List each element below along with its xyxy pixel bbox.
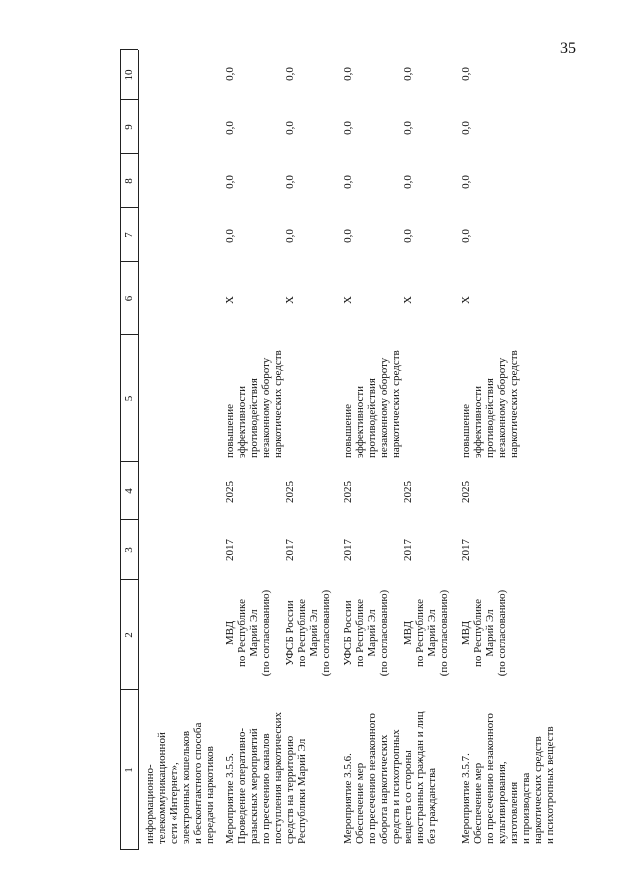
- continuation-text: [144, 694, 216, 844]
- text-line: и психотропных веществ: [544, 726, 556, 844]
- text-line: разыскных мероприятий: [248, 728, 260, 844]
- text-line: по Республике: [354, 598, 366, 668]
- text-line: Марий Эл: [308, 609, 320, 657]
- program-table: [120, 50, 640, 850]
- value-c8: 0,0: [402, 175, 414, 189]
- value-c10: 0,0: [224, 67, 236, 81]
- text-line: электронных кошельков: [180, 730, 192, 844]
- text-line: противодействия: [248, 378, 260, 458]
- start-year: 2017: [402, 539, 414, 561]
- text-line: по пресечению каналов: [260, 733, 272, 844]
- text-line: по Республике: [236, 598, 248, 668]
- start-year: 2017: [342, 539, 354, 561]
- value-c7: 0,0: [460, 229, 472, 243]
- text-line: оборота наркотических: [378, 734, 390, 844]
- text-line: противодействия: [366, 378, 378, 458]
- value-c8: 0,0: [284, 175, 296, 189]
- value-c10: 0,0: [284, 67, 296, 81]
- text-line: иностранных граждан и лиц: [414, 711, 426, 844]
- value-c9: 0,0: [460, 121, 472, 135]
- value-c9: 0,0: [224, 121, 236, 135]
- start-year: 2017: [224, 539, 236, 561]
- end-year: 2025: [402, 481, 414, 503]
- text-line: эффективности: [354, 385, 366, 458]
- text-line: без гражданства: [426, 767, 438, 844]
- column-number-2: 2: [123, 632, 135, 638]
- text-line: незаконному обороту: [378, 357, 390, 458]
- column-number-4: 4: [123, 488, 135, 494]
- text-line: эффективности: [472, 385, 484, 458]
- text-line: по Республике: [296, 598, 308, 668]
- value-c6: X: [342, 296, 354, 304]
- column-number-1: 1: [123, 767, 135, 773]
- value-c8: 0,0: [460, 175, 472, 189]
- executor: [284, 582, 332, 684]
- text-line: Марий Эл: [366, 609, 378, 657]
- text-line: (по согласованию): [496, 589, 508, 677]
- value-c8: 0,0: [224, 175, 236, 189]
- value-c6: X: [224, 296, 236, 304]
- text-line: повышение: [342, 404, 354, 458]
- value-c7: 0,0: [284, 229, 296, 243]
- text-line: противодействия: [484, 378, 496, 458]
- text-line: Проведение оперативно-: [236, 728, 248, 844]
- text-line: Обеспечение мер: [472, 762, 484, 844]
- text-line: Мероприятие 3.5.5.: [224, 753, 236, 844]
- value-c9: 0,0: [284, 121, 296, 135]
- text-line: (по согласованию): [320, 589, 332, 677]
- header-top-border: [120, 50, 121, 850]
- text-line: средств и психотропных: [390, 729, 402, 844]
- text-line: Мероприятие 3.5.7.: [460, 753, 472, 844]
- column-number-10: 10: [123, 69, 135, 81]
- value-c7: 0,0: [224, 229, 236, 243]
- text-line: Республики Марий Эл: [296, 738, 308, 844]
- text-line: (по согласованию): [438, 589, 450, 677]
- text-line: (по согласованию): [260, 589, 272, 677]
- end-year: 2025: [284, 481, 296, 503]
- text-line: Мероприятие 3.5.6.: [342, 753, 354, 844]
- text-line: информационно-: [144, 764, 156, 844]
- text-line: Марий Эл: [248, 609, 260, 657]
- text-line: эффективности: [236, 385, 248, 458]
- value-c9: 0,0: [402, 121, 414, 135]
- column-number-6: 6: [123, 295, 135, 302]
- text-line: УФСБ России: [342, 600, 354, 666]
- text-line: (по согласованию): [378, 589, 390, 677]
- text-line: УФСБ России: [284, 600, 296, 666]
- value-c6: X: [284, 296, 296, 304]
- executor: [224, 582, 272, 684]
- text-line: веществ со стороны: [402, 750, 414, 844]
- text-line: поступления наркотических: [272, 712, 284, 844]
- text-line: передачи наркотиков: [204, 746, 216, 844]
- text-line: средств на территорию: [284, 735, 296, 844]
- value-c10: 0,0: [342, 67, 354, 81]
- text-line: по пресечению незаконного: [366, 713, 378, 844]
- value-c9: 0,0: [342, 121, 354, 135]
- text-line: телекоммуникационной: [156, 732, 168, 844]
- column-number-7: 7: [123, 232, 135, 238]
- column-number-5: 5: [123, 395, 135, 402]
- text-line: наркотических средств: [508, 350, 520, 458]
- executor: [342, 582, 390, 684]
- value-c7: 0,0: [342, 229, 354, 243]
- text-line: Обеспечение мер: [354, 762, 366, 844]
- value-c8: 0,0: [342, 175, 354, 189]
- text-line: наркотических средств: [272, 350, 284, 458]
- text-line: наркотических средств: [532, 736, 544, 844]
- text-line: МВД: [224, 620, 236, 646]
- value-c6: X: [402, 296, 414, 304]
- text-line: наркотических средств: [390, 350, 402, 458]
- text-line: сети «Интернет»,: [168, 762, 180, 844]
- value-c7: 0,0: [402, 229, 414, 243]
- column-number-3: 3: [123, 547, 135, 553]
- text-line: по Республике: [414, 598, 426, 668]
- expected-result: [224, 340, 284, 458]
- text-line: по Республике: [472, 598, 484, 668]
- text-line: незаконному обороту: [496, 357, 508, 458]
- expected-result: [342, 340, 402, 458]
- expected-result: [460, 340, 520, 458]
- start-year: 2017: [284, 539, 296, 561]
- text-line: Марий Эл: [484, 609, 496, 657]
- text-line: МВД: [402, 620, 414, 646]
- column-number-8: 8: [123, 178, 135, 184]
- value-c10: 0,0: [460, 67, 472, 81]
- text-line: по пресечению незаконного: [484, 713, 496, 844]
- measure-description: [224, 694, 308, 844]
- text-line: Марий Эл: [426, 609, 438, 657]
- executor: [460, 582, 508, 684]
- text-line: культивирования,: [496, 761, 508, 844]
- text-line: повышение: [224, 404, 236, 458]
- column-number-9: 9: [123, 124, 135, 130]
- text-line: МВД: [460, 620, 472, 646]
- measure-description: [460, 694, 556, 844]
- text-line: повышение: [460, 404, 472, 458]
- measure-description: [342, 694, 438, 844]
- text-line: и бесконтактного способа: [192, 722, 204, 844]
- text-line: незаконному обороту: [260, 357, 272, 458]
- end-year: 2025: [342, 481, 354, 503]
- end-year: 2025: [460, 481, 472, 503]
- text-line: изготовления: [508, 781, 520, 844]
- executor: [402, 582, 450, 684]
- value-c6: X: [460, 296, 472, 304]
- text-line: и производства: [520, 772, 532, 844]
- start-year: 2017: [460, 539, 472, 561]
- end-year: 2025: [224, 481, 236, 503]
- header-bottom-border: [138, 50, 139, 850]
- value-c10: 0,0: [402, 67, 414, 81]
- page-number: 35: [560, 40, 576, 57]
